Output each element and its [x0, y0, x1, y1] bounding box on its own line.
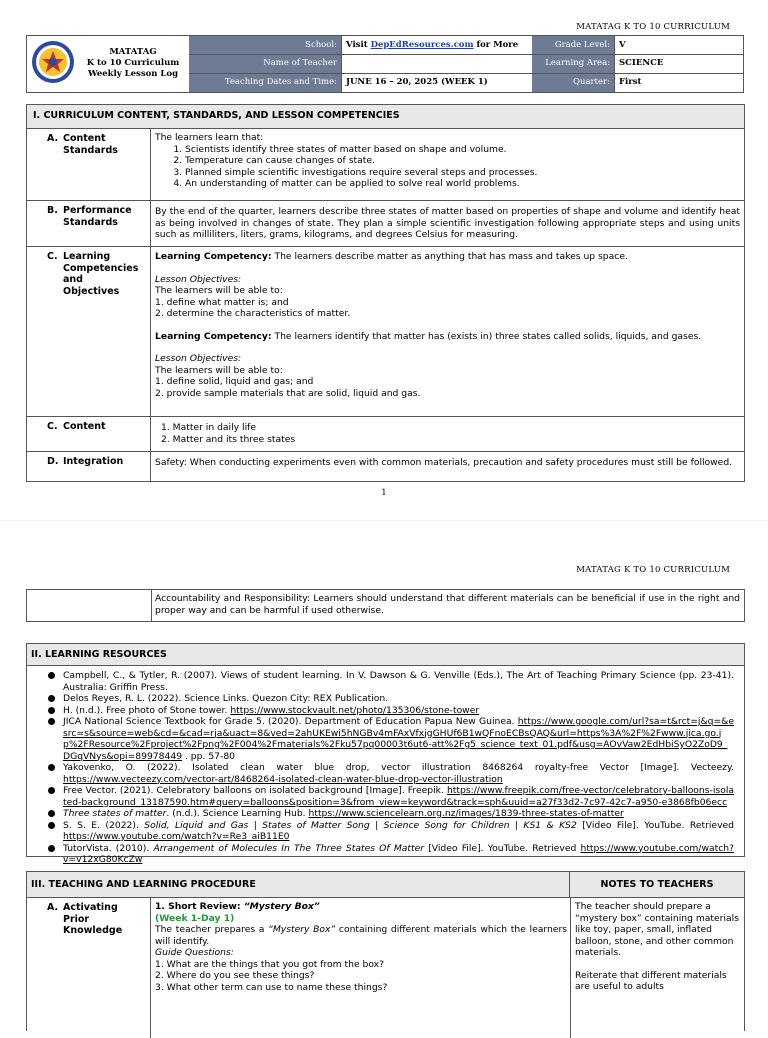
accountability-text: Accountability and Responsibility: Learners should understand that different materials can be beneficial if use in the right and proper way and can be harmful if used otherwise. [155, 593, 740, 616]
section-3-title: III. TEACHING AND LEARNING PROCEDURE [27, 872, 570, 898]
teacher-label: Name of Teacher [189, 54, 341, 73]
resource-item: JICA National Science Textbook for Grade 5. (2020). Department of Education Papua New Guinea. https://www.google.com/url?sa=t&rct=j&q=&esrc=s&source=web&cd=&cad=rja&uact=8&ved=2ahUKEwi5hNGBv4mFAxVfxjgGHUf6B1wQFnoECBsQAQ&url=https%3A%2F%2Fwww.jica.go.jp%2FResource%2Fproject%2Fpng%2F004%2Fmaterials%2Fku57pq00003t6ut6-att%2Fg5_science_text_01.pdf&usg=AOvVaw2EdHbiSyO2ZoD9_DGqVNys&opi=89978449 . pp. 57-80 [43, 716, 734, 762]
learning-area-value: SCIENCE [614, 54, 743, 73]
section-1-title: I. CURRICULUM CONTENT, STANDARDS, AND LESSON COMPETENCIES [27, 105, 744, 129]
dates-label: Teaching Dates and Time: [189, 73, 341, 92]
running-header-page-2: MATATAG K TO 10 CURRICULUM [576, 565, 730, 575]
resource-item: Free Vector. (2021). Celebratory balloons on isolated background [Image]. Freepik. https://www.freepik.com/free-vector/celebratory-balloons-isolated-background_13187590.htm#query=balloons&position=3&from_view=keyword&track=sph&uuid=a27f33d2-7c97-42c7-a950-e3868fb06ecc [43, 785, 734, 808]
competencies-label: C. Learning Competencies and Objectives [27, 247, 151, 416]
depedresources-link[interactable]: DepEdResources.com [370, 40, 474, 50]
logo-title: MATATAG K to 10 Curriculum Weekly Lesson Log [86, 47, 180, 79]
week-day-tag: (Week 1-Day 1) [155, 912, 235, 924]
integration-label: D. Integration [27, 452, 151, 481]
resource-item: TutorVista. (2010). Arrangement of Molecules In The Three States Of Matter [Video File]. YouTube. Retrieved https://www.youtube.com/watch?v=v12xG80KcZw [43, 843, 734, 866]
resource-item: Yakovenko, O. (2022). Isolated clean water blue drop, vector illustration 8468264 royalty-free Vector [Image]. Vecteezy. https://www.vecteezy.com/vector-art/8468264-isolated-clean-water-blue-drop-vector-illustration [43, 762, 734, 785]
resource-link[interactable]: https://www.vecteezy.com/vector-art/8468264-isolated-clean-water-blue-drop-vector-illustration [63, 773, 503, 785]
resources-list [43, 670, 734, 866]
resource-link[interactable]: https://www.freepik.com/free-vector/celebratory-balloons-isolated-background_13187590.htm#query=balloons&position=3&from_view=keyword&track=sph&uuid=a27f33d2-7c97-42c7-a950-e3868fb06ecc [63, 785, 734, 808]
accountability-table [26, 589, 745, 622]
integration-row [27, 452, 744, 481]
content-text: 1. Matter in daily life 2. Matter and its three states [161, 422, 296, 445]
resource-item: H. (n.d.). Free photo of Stone tower. https://www.stockvault.net/photo/135306/stone-tower [43, 705, 734, 717]
content-row [27, 417, 744, 452]
resource-link[interactable]: https://www.google.com/url?sa=t&rct=j&q=&esrc=s&source=web&cd=&cad=rja&uact=8&ved=2ahUKEwi5hNGBv4mFAxVfxjgGHUf6B1wQFnoECBsQAQ&url=https%3A%2F%2Fwww.jica.go.jp%2FResource%2Fproject%2Fpng%2F004%2Fmaterials%2Fku57pq00003t6ut6-att%2Fg5_science_text_01.pdf&usg=AOvVaw2EdHbiSyO2ZoD9_DGqVNys&opi=89978449 [63, 716, 734, 762]
curriculum-content-table [26, 104, 745, 482]
content-standards-text: The learners learn that: 1. Scientists identify three states of matter based on shape and volume. 2. Temperature can cause changes of state. 3. Planned simple scientific investigations require several steps and processes. 4. An understanding of matter can be applied to solve real world problems. [151, 129, 744, 200]
resource-item: Delos Reyes, R. L. (2022). Science Links. Quezon City: REX Publication. [43, 693, 734, 705]
resource-link[interactable]: https://www.youtube.com/watch?v=v12xG80KcZw [63, 842, 734, 865]
teacher-value[interactable] [341, 54, 532, 73]
activating-label: A. Activating Prior Knowledge [27, 898, 151, 1038]
grade-level-value: V [614, 36, 743, 54]
resource-item: S. S. E. (2022). Solid, Liquid and Gas | States of Matter Song | Science Song for Children | KS1 & KS2 [Video File]. YouTube. Retrieved https://www.youtube.com/watch?v=Re3_aiB11E0 [43, 820, 734, 843]
performance-standards-text: By the end of the quarter, learners describe three states of matter based on properties of shape and volume and identify heat as being involved in changes of state. They plan a simple scientific investigation following appropriate steps and using units such as milliliters, liters, grams, kilograms, and degrees Celsius for measuring. [155, 206, 740, 240]
resource-link[interactable]: https://www.youtube.com/watch?v=Re3_aiB11E0 [63, 831, 290, 842]
resource-link[interactable]: https://www.stockvault.net/photo/135306/stone-tower [230, 704, 480, 716]
teaching-procedure-table [26, 871, 745, 1031]
learning-resources-table [26, 643, 745, 865]
page-separator [0, 520, 768, 521]
performance-standards-label: B. Performance Standards [27, 201, 151, 246]
notes-to-teachers: The teacher should prepare a “mystery box” containing materials like toy, paper, small, inflated balloon, stone, and other common materials. Reiterate that different materials are useful to adults [575, 901, 739, 992]
content-standards-label: A. Content Standards [27, 129, 151, 200]
grade-level-label: Grade Level: [532, 36, 614, 54]
school-value: Visit DepEdResources.com for More [341, 36, 532, 54]
content-standards-row [27, 129, 744, 201]
accountability-label-cell [27, 590, 152, 621]
competencies-text: Learning Competency: The learners describe matter as anything that has mass and takes up space. Lesson Objectives: The learners will be able to: 1. define what matter is; and 2. determine the characteristics of matter. Learning Competency: The learners identify that matter has (exists in) three states called solids, liquids, and gases. Lesson Objectives: The learners will be able to: 1. define solid, liquid and gas; and 2. provide sample materials that are solid, liquid and gas. [155, 251, 702, 399]
notes-header: NOTES TO TEACHERS [570, 872, 744, 898]
activating-content: 1. Short Review: “Mystery Box” (Week 1-Day 1) The teacher prepares a “Mystery Box” containing different materials which the learners will identify. Guide Questions: 1. What are the things that you got from the box? 2. Where do you see these things? 3. What other term can use to name these things? [155, 901, 568, 993]
lesson-log-header [26, 35, 744, 93]
dates-value: JUNE 16 – 20, 2025 (WEEK 1) [341, 73, 532, 92]
quarter-label: Quarter: [532, 73, 614, 92]
deped-seal-icon [31, 40, 75, 84]
resource-item: Three states of matter. (n.d.). Science Learning Hub. https://www.sciencelearn.org.nz/images/1839-three-states-of-matter [43, 808, 734, 820]
performance-standards-row [27, 201, 744, 247]
resource-link[interactable]: https://www.sciencelearn.org.nz/images/1839-three-states-of-matter [308, 808, 624, 819]
competencies-row [27, 247, 744, 417]
logo-cell [27, 36, 190, 92]
running-header: MATATAG K TO 10 CURRICULUM [576, 22, 730, 32]
page-number: 1 [381, 488, 387, 498]
quarter-value: First [614, 73, 743, 92]
resource-item: Campbell, C., & Tytler, R. (2007). Views of student learning. In V. Dawson & G. Venville (Eds.), The Art of Teaching Primary Science (pp. 23-41). Australia: Griffin Press. [43, 670, 734, 693]
learning-area-label: Learning Area: [532, 54, 614, 73]
content-label: C. Content [27, 417, 151, 451]
section-2-title: II. LEARNING RESOURCES [27, 644, 744, 666]
school-label: School: [189, 36, 341, 54]
integration-text: Safety: When conducting experiments even with common materials, precaution and safety procedures must still be followed. [155, 457, 733, 468]
